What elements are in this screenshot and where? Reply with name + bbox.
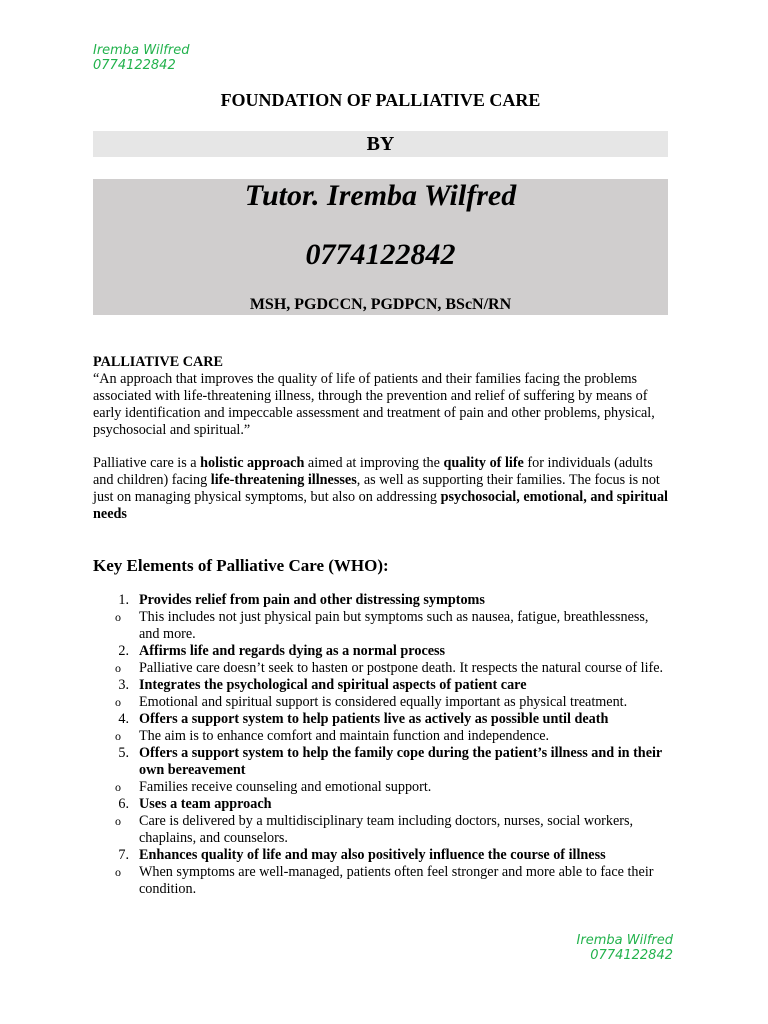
hollow-bullet-icon: o [115,695,121,709]
by-banner: BY [93,131,668,157]
watermark-phone: 0774122842 [590,948,673,963]
list-item-detail [93,813,668,847]
key-elements-heading: Key Elements of Palliative Care (WHO): [93,556,389,575]
list-item-number: 1. [118,592,129,608]
para-emphasis: quality of life [443,455,524,471]
list-item [93,745,668,779]
watermark-bottom [577,933,673,963]
list-item-detail-text: This includes not just physical pain but symptoms such as nausea, fatigue, breathlessness, and more. [139,609,649,642]
list-item-title: Integrates the psychological and spiritual aspects of patient care [139,677,527,693]
list-item-title: Enhances quality of life and may also positively influence the course of illness [139,847,606,863]
list-item [93,592,668,609]
list-item-detail-text: Palliative care doesn’t seek to hasten or postpone death. It respects the natural course of life. [139,660,664,676]
para-text: for individuals (adults and children) facing [93,455,653,488]
list-item [93,711,668,728]
document-title: FOUNDATION OF PALLIATIVE CARE [220,90,541,110]
list-item-detail-text: The aim is to enhance comfort and maintain function and independence. [139,728,550,744]
list-item-detail [93,609,668,643]
list-item-detail [93,694,668,711]
list-item-detail-text: When symptoms are well-managed, patients often feel stronger and more able to face their condition. [139,864,654,897]
author-phone: 0774122842 [305,238,456,271]
list-item-number: 2. [118,643,129,659]
list-item-title: Offers a support system to help the family cope during the patient’s illness and in their own bereavement [139,745,662,778]
watermark-name: Iremba Wilfred [93,43,190,58]
author-credentials: MSH, PGDCCN, PGDPCN, BScN/RN [249,296,512,313]
list-item-number: 5. [118,745,129,761]
hollow-bullet-icon: o [115,729,121,743]
hollow-bullet-icon: o [115,814,121,828]
hollow-bullet-icon: o [115,780,121,794]
para-emphasis: psychosocial, emotional, and spiritual needs [93,489,669,522]
list-item-detail [93,864,668,898]
list-item [93,643,668,660]
hollow-bullet-icon: o [115,661,121,675]
para-emphasis: life-threatening illnesses [210,472,357,488]
list-item-detail-text: Families receive counseling and emotional support. [139,779,432,795]
list-item-title: Affirms life and regards dying as a normal process [139,643,446,659]
hollow-bullet-icon: o [115,865,121,879]
author-banner [93,179,668,315]
para-text: , as well as supporting their families. The focus is not just on managing physical symptoms, but also on addressing [93,472,660,505]
section-heading-palliative-care: PALLIATIVE CARE [93,354,223,370]
list-item-detail [93,728,668,745]
palliative-care-paragraph [93,455,673,523]
para-text: Palliative care is a [93,455,201,471]
list-item [93,677,668,694]
list-item-number: 4. [118,711,129,727]
author-name: Tutor. Iremba Wilfred [244,179,517,212]
palliative-care-definition: “An approach that improves the quality of life of patients and their families facing the problems associated with life-threatening illness, through the prevention and relief of suffering by means of early identification and impeccable assessment and treatment of pain and other problems, physical, psychosocial and spiritual.” [93,371,655,438]
key-elements-list [93,592,668,898]
watermark-top [93,43,189,73]
list-item-detail-text: Emotional and spiritual support is considered equally important as physical treatment. [139,694,628,710]
list-item-detail-text: Care is delivered by a multidisciplinary team including doctors, nurses, social workers, chaplains, and counselors. [139,813,634,846]
list-item-title: Provides relief from pain and other distressing symptoms [139,592,485,608]
list-item-detail [93,660,668,677]
list-item-number: 6. [118,796,129,812]
list-item-number: 7. [118,847,129,863]
para-text: aimed at improving the [304,455,444,471]
list-item-title: Offers a support system to help patients live as actively as possible until death [139,711,609,727]
list-item-detail [93,779,668,796]
watermark-name: Iremba Wilfred [576,933,673,948]
watermark-phone: 0774122842 [93,58,176,73]
list-item [93,796,668,813]
hollow-bullet-icon: o [115,610,121,624]
list-item [93,847,668,864]
list-item-number: 3. [118,677,129,693]
para-emphasis: holistic approach [200,455,305,471]
list-item-title: Uses a team approach [139,796,272,812]
